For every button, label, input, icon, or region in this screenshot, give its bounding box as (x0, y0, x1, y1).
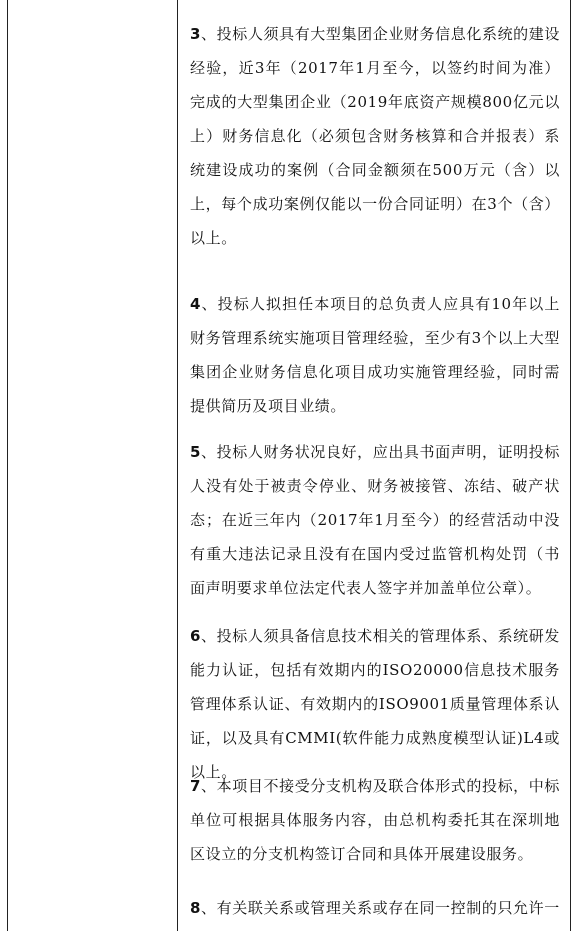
item-text: 、有关联关系或管理关系或存在同一控制的只允许一 (201, 899, 560, 917)
requirement-item-7 (178, 769, 570, 871)
item-number: 8 (190, 899, 202, 917)
item-number: 3 (190, 25, 202, 43)
item-number: 6 (190, 627, 202, 645)
item-text: 、投标人须具备信息技术相关的管理体系、系统研发能力认证，包括有效期内的ISO20000信息技术服务管理体系认证、有效期内的ISO9001质量管理体系认证，以及具有CMMI(软件能力成熟度模型认证)L4或以上。 (190, 627, 560, 781)
requirement-item-4 (178, 287, 570, 423)
item-number: 7 (190, 777, 202, 795)
item-text: 、投标人须具有大型集团企业财务信息化系统的建设经验，近3年（2017年1月至今，以签约时间为准）完成的大型集团企业（2019年底资产规模800亿元以上）财务信息化（必须包含财务核算和合并报表）系统建设成功的案例（合同金额须在500万元（含）以上，每个成功案例仅能以一份合同证明）在3个（含）以上。 (190, 25, 560, 247)
item-text: 、投标人拟担任本项目的总负责人应具有10年以上财务管理系统实施项目管理经验，至少有3个以上大型集团企业财务信息化项目成功实施管理经验，同时需提供简历及项目业绩。 (190, 295, 560, 415)
item-text: 、本项目不接受分支机构及联合体形式的投标，中标单位可根据具体服务内容，由总机构委托其在深圳地区设立的分支机构签订合同和具体开展建设服务。 (190, 777, 560, 863)
item-number: 4 (190, 295, 202, 313)
requirement-item-5 (178, 435, 570, 605)
requirement-item-8 (178, 891, 570, 925)
table-border-right (570, 0, 571, 931)
item-text: 、投标人财务状况良好，应出具书面声明，证明投标人没有处于被责令停业、财务被接管、冻结、破产状态；在近三年内（2017年1月至今）的经营活动中没有重大违法记录且没有在国内受过监管机构处罚（书面声明要求单位法定代表人签字并加盖单位公章）。 (190, 443, 560, 597)
requirement-item-6 (178, 619, 570, 789)
requirement-item-3 (178, 17, 570, 255)
item-number: 5 (190, 443, 202, 461)
label-cell (7, 0, 177, 931)
requirements-table (7, 0, 571, 931)
